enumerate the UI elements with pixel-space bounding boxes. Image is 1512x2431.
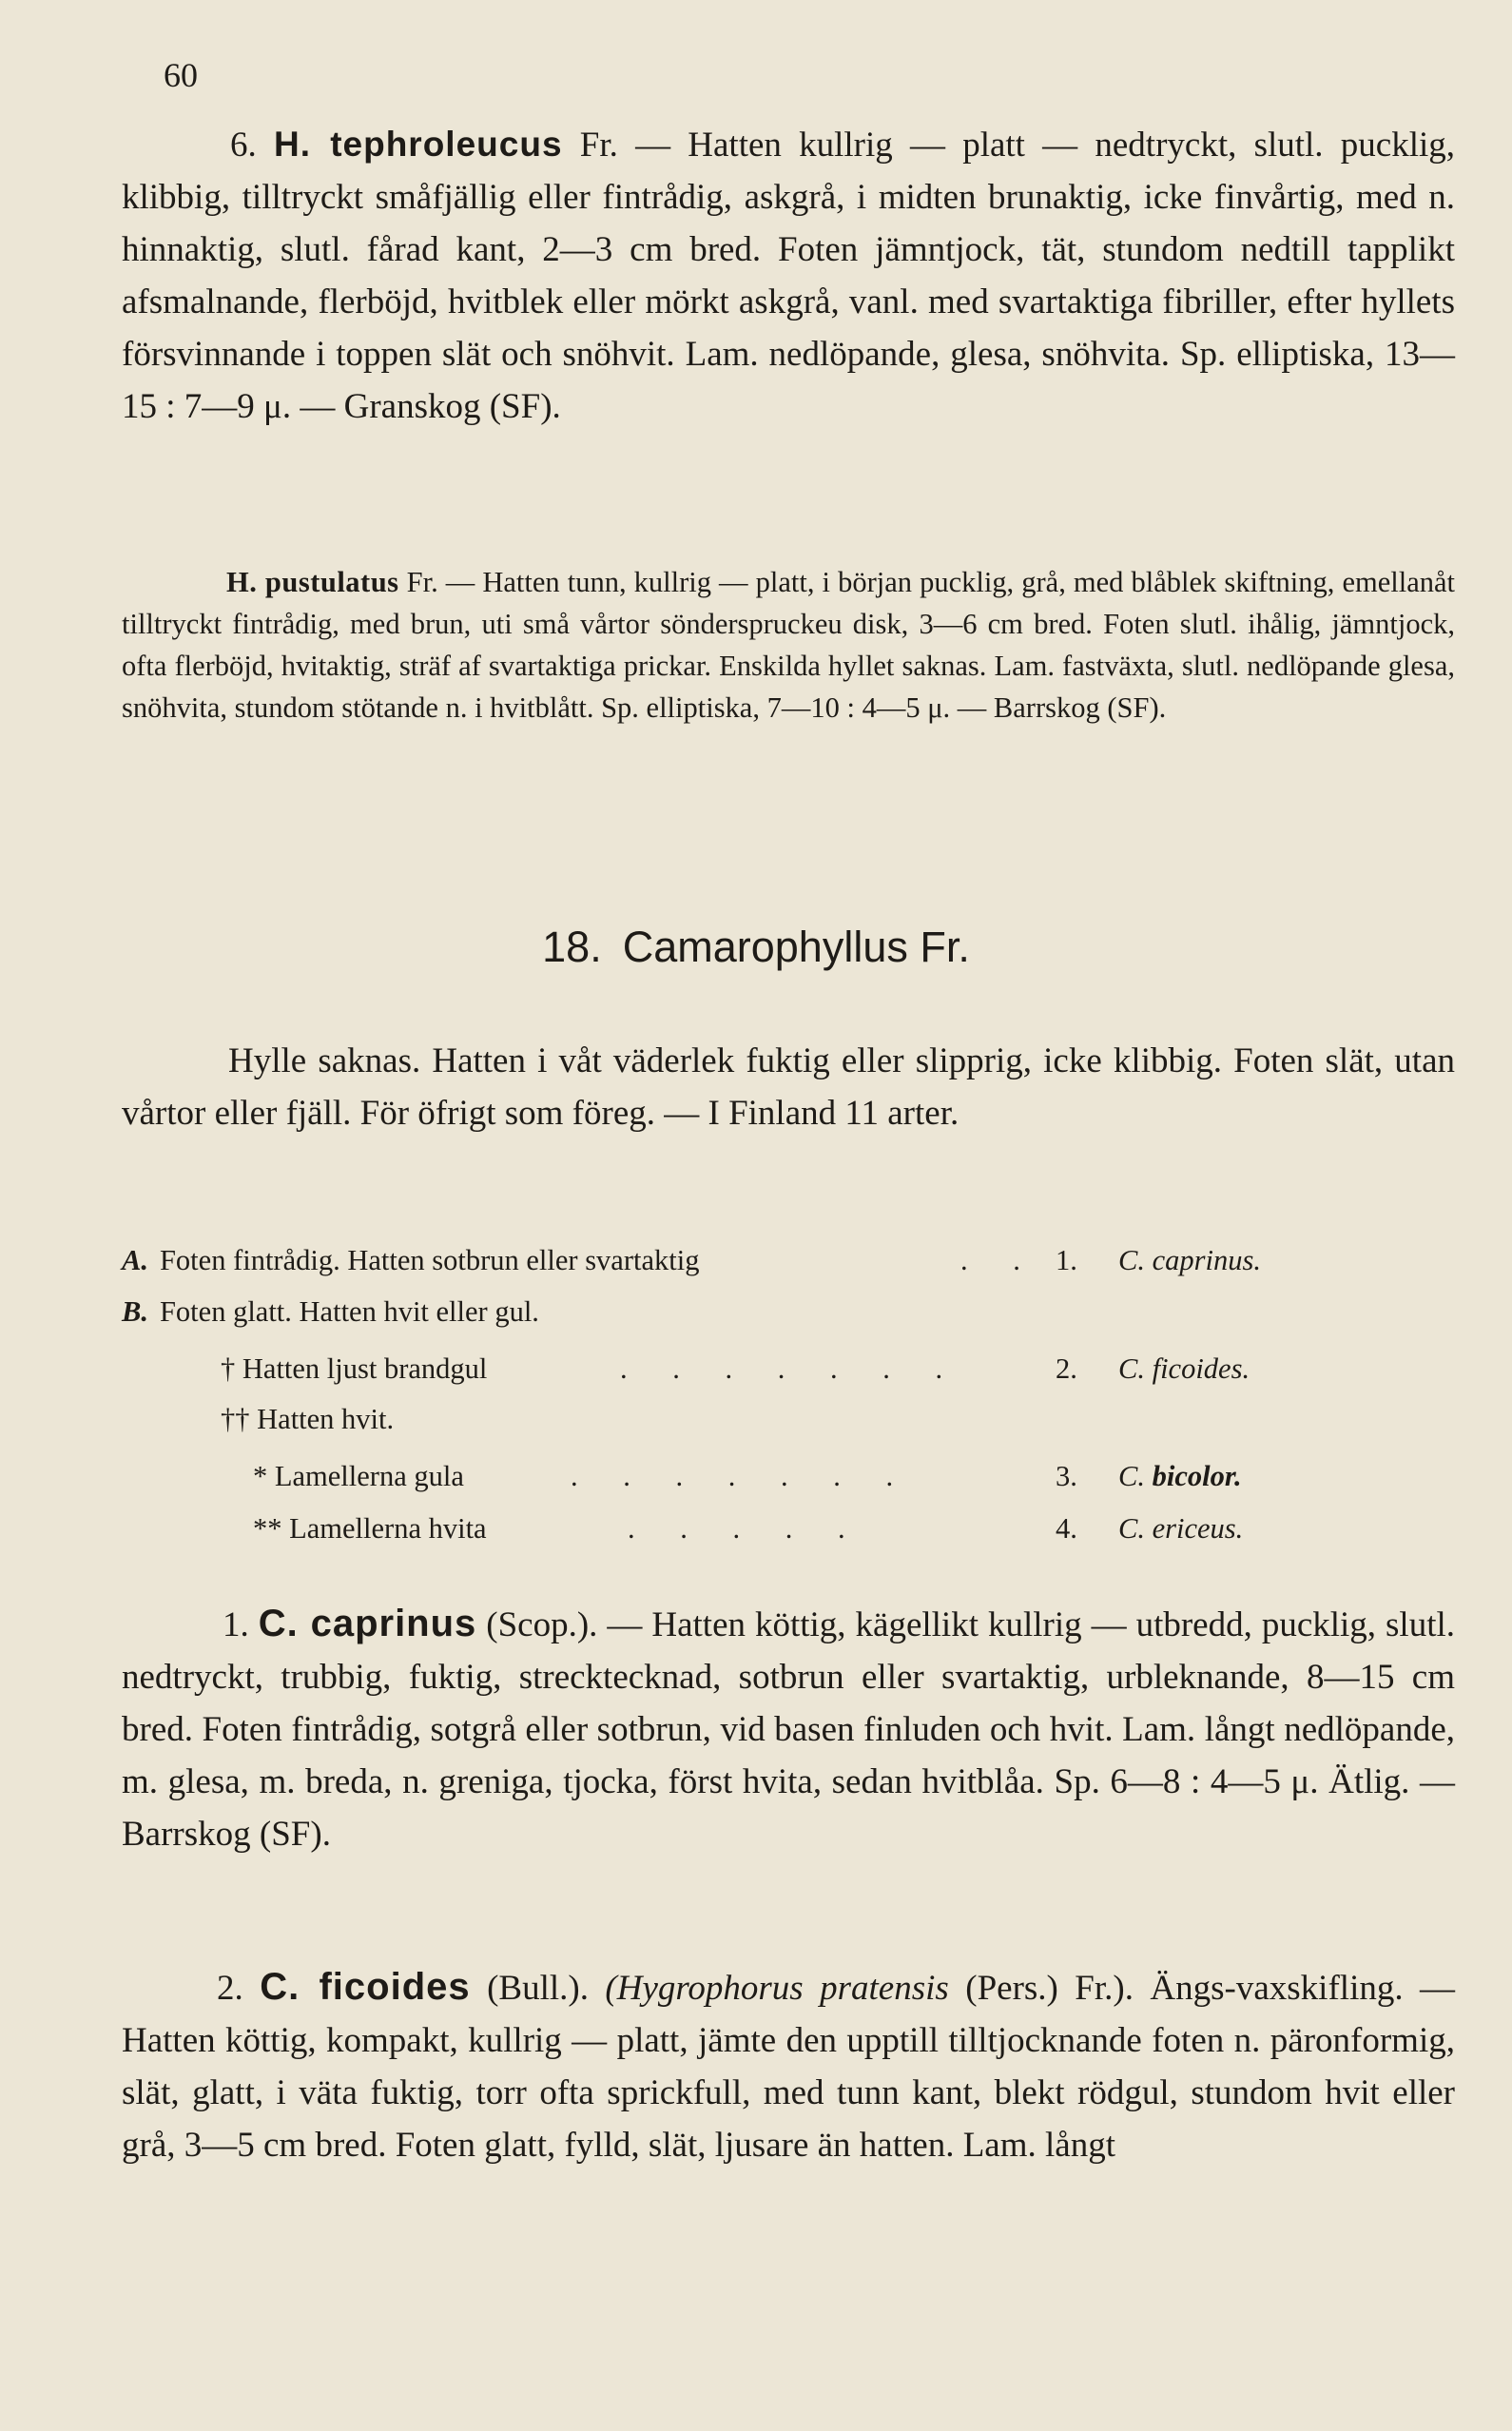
- key-row: [0, 1507, 1512, 1549]
- key-text: Lamellerna hvita: [289, 1512, 487, 1545]
- key-row: [0, 1348, 1512, 1390]
- key-dots: . . . . . . .: [620, 1352, 962, 1385]
- key-genus: C.: [1118, 1352, 1145, 1385]
- key-marker: B.: [122, 1295, 148, 1328]
- entry-caprinus: [122, 1598, 1455, 1860]
- entry-author: (Bull.).: [487, 1969, 589, 2008]
- key-row: [0, 1398, 1512, 1440]
- key-dots: . . . . .: [628, 1512, 864, 1545]
- entry-synonym-author: (Pers.) Fr.).: [965, 1969, 1134, 2008]
- key-species: bicolor.: [1152, 1460, 1242, 1492]
- key-row: [0, 1291, 1512, 1332]
- key-marker: *: [253, 1460, 268, 1492]
- entry-pustulatus: [122, 561, 1455, 729]
- key-marker: A.: [122, 1244, 148, 1276]
- key-text: Hatten hvit.: [257, 1403, 395, 1435]
- entry-text: Fr. — Hatten kullrig — platt — nedtryckt, slutl. pucklig, klibbig, tilltryckt småfjällig eller fintrådig, askgrå, i midten brunaktig, icke finvårtig, med n. hinnaktig, slutl. fårad kant, 2—3 cm bred. Foten jämntjock, tät, stundom nedtill tapplikt afsmalnande, flerböjd, hvitblek eller mörkt askgrå, vanl. med svartaktiga fibriller, efter hyllets försvinnande i toppen slät och snöhvit. Lam. nedlöpande, glesa, snöhvita. Sp. elliptiska, 13—15 : 7—9 μ. — Granskog (SF).: [122, 126, 1455, 426]
- species-name: C. caprinus: [258, 1603, 477, 1644]
- key-dots: . . . . . . .: [571, 1460, 913, 1492]
- entry-number: 1.: [223, 1605, 249, 1644]
- key-genus: C.: [1118, 1244, 1145, 1276]
- key-species: ericeus.: [1152, 1512, 1244, 1545]
- species-name: H. pustulatus: [226, 566, 399, 598]
- key-species: ficoides.: [1152, 1352, 1250, 1385]
- key-number: 3.: [1056, 1460, 1077, 1492]
- entry-text: (Scop.). — Hatten köttig, kägellikt kullrig — utbredd, pucklig, slutl. nedtryckt, trubbig, fuktig, strecktecknad, sotbrun eller svartaktig, urbleknande, 8—15 cm bred. Foten fintrådig, sotgrå eller sotbrun, vid basen finluden och hvit. Lam. långt nedlöpande, m. glesa, m. breda, n. greniga, tjocka, först hvita, sedan hvitblåa. Sp. 6—8 : 4—5 μ. Ätlig. — Barrskog (SF).: [122, 1605, 1456, 1854]
- key-dots: . .: [960, 1244, 1039, 1276]
- key-text: Foten glatt. Hatten hvit eller gul.: [159, 1295, 539, 1328]
- key-text: Hatten ljust brandgul: [242, 1352, 488, 1385]
- key-text: Lamellerna gula: [274, 1460, 464, 1492]
- entry-number: 2.: [217, 1969, 243, 2008]
- key-text: Foten fintrådig. Hatten sotbrun eller svartaktig: [159, 1244, 700, 1276]
- key-marker: †: [221, 1352, 236, 1385]
- entry-ficoides: [122, 1961, 1455, 2171]
- section-intro: Hylle saknas. Hatten i våt väderlek fuktig eller slipprig, icke klibbig. Foten slät, utan vårtor eller fjäll. För öfrigt som föreg. — I Finland 11 arter.: [122, 1041, 1455, 1133]
- entry-text: Ängs-vaxskifling. — Hatten köttig, kompakt, kullrig — platt, jämte den upptill tilltjocknande foten n. päronformig, slät, glatt, i väta fuktig, torr ofta sprickfull, med tunn kant, blekt rödgul, stundom hvit eller grå, 3—5 cm bred. Foten glatt, fylld, slät, ljusare än hatten. Lam. långt: [122, 1969, 1456, 2165]
- page-number: 60: [164, 56, 198, 94]
- entry-tephroleucus: [122, 118, 1455, 433]
- entry-text: Fr. — Hatten tunn, kullrig — platt, i början pucklig, grå, med blåblek skiftning, emellanåt tilltryckt fintrådig, med brun, uti små vårtor sönderspruckeu disk, 3—6 cm bred. Foten slutl. ihålig, jämntjock, ofta flerböjd, hvitaktig, sträf af svartaktiga prickar. Enskilda hyllet saknas. Lam. fastväxta, slutl. nedlöpande glesa, snöhvita, stundom stötande n. i hvitblått. Sp. elliptiska, 7—10 : 4—5 μ. — Barrskog (SF).: [122, 566, 1456, 724]
- key-genus: C.: [1118, 1512, 1145, 1545]
- key-marker: **: [253, 1512, 282, 1545]
- key-number: 1.: [1056, 1244, 1077, 1276]
- key-number: 2.: [1056, 1352, 1077, 1385]
- key-genus: C.: [1118, 1460, 1145, 1492]
- key-marker: ††: [221, 1403, 250, 1435]
- key-row: [0, 1455, 1512, 1497]
- section-number: 18.: [542, 923, 602, 971]
- key-number: 4.: [1056, 1512, 1077, 1545]
- species-name: C. ficoides: [260, 1966, 471, 2008]
- section-title: Camarophyllus Fr.: [622, 923, 970, 971]
- key-row: [0, 1239, 1512, 1281]
- key-species: caprinus.: [1152, 1244, 1261, 1276]
- section-heading: [0, 923, 1512, 972]
- entry-number: 6.: [230, 126, 257, 165]
- entry-synonym: (Hygrophorus pratensis: [605, 1969, 949, 2008]
- species-name: H. tephroleucus: [273, 125, 563, 164]
